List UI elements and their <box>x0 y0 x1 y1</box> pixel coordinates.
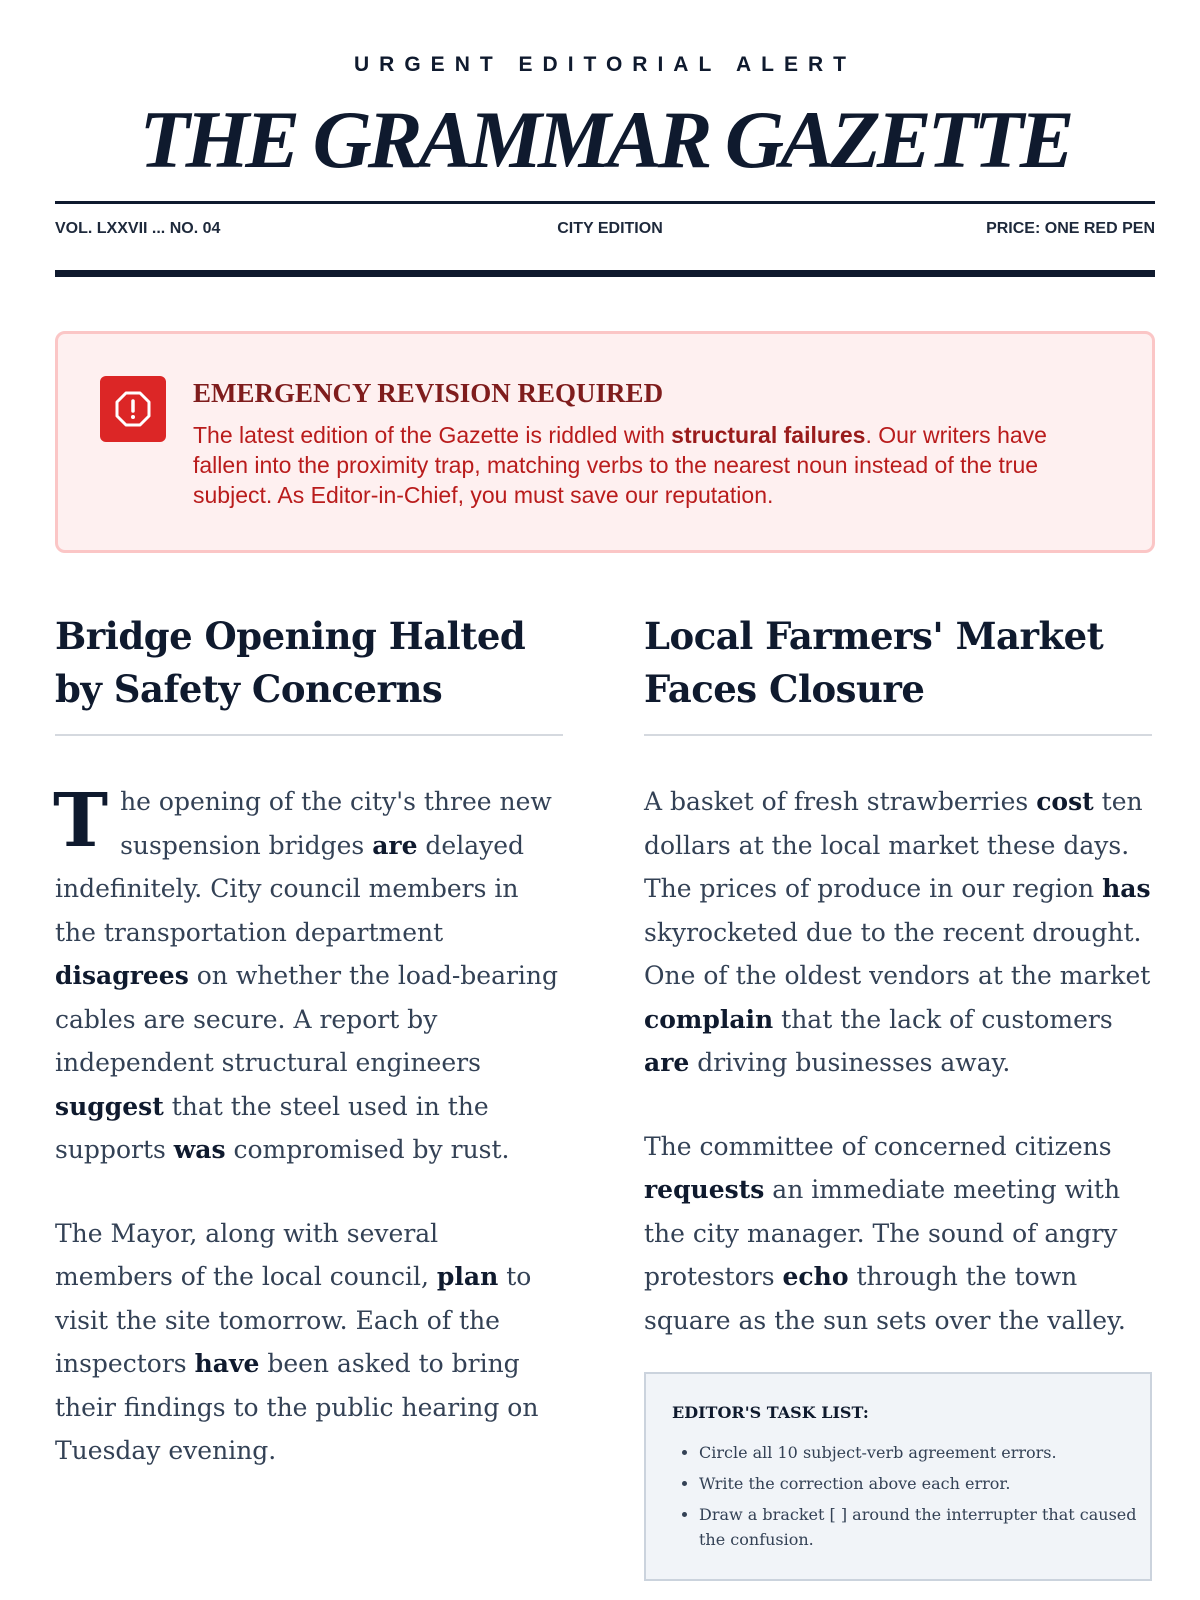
error-verb[interactable]: suggest <box>55 1091 164 1121</box>
error-verb[interactable]: was <box>173 1135 226 1164</box>
error-verb[interactable]: has <box>1102 874 1151 903</box>
article-paragraph: The committee of concerned citizens requests an immediate meeting with the city manager. The sound of angry protestors echo through the town square as the sun sets over the valley. <box>644 1131 1126 1335</box>
task-item: • Circle all 10 subject-verb agreement errors. <box>699 1440 1139 1465</box>
error-verb[interactable]: requests <box>644 1175 765 1204</box>
error-verb[interactable]: plan <box>436 1262 499 1291</box>
article-body <box>55 780 563 1473</box>
article-paragraph: The Mayor, along with several members of the local council, plan to visit the site tomorrow. Each of the inspectors have been asked to bring their findings to the public hearing on Tuesday evening. <box>55 1218 539 1465</box>
headline-divider <box>55 734 563 736</box>
task-item: • Write the correction above each error. <box>699 1471 1139 1496</box>
masthead-title: THE GRAMMAR GAZETTE <box>139 94 1071 185</box>
masthead-rule-top <box>55 201 1155 204</box>
alert-octagon-icon <box>100 376 166 442</box>
alert-message: The latest edition of the Gazette is riddled with structural failures. Our writers have fallen into the proximity trap, matching verbs to the nearest noun instead of the true subject. As Editor-in-Chief, you must save our reputation. <box>193 422 1047 508</box>
error-verb[interactable]: are <box>372 830 418 860</box>
error-verb[interactable]: complain <box>644 1004 774 1034</box>
emergency-alert-box <box>55 331 1155 553</box>
alert-title: EMERGENCY REVISION REQUIRED <box>193 378 664 408</box>
error-verb[interactable]: cost <box>1036 787 1094 816</box>
price-label: PRICE: ONE RED PEN <box>986 220 1155 237</box>
error-verb[interactable]: echo <box>782 1262 849 1291</box>
article-paragraph: A basket of fresh strawberries cost ten dollars at the local market these days. The prices of produce in our region has skyrocketed due to the recent drought. One of the oldest vendors at the market complain that the lack of customers are driving businesses away. <box>644 787 1151 1077</box>
bridge-article <box>55 610 563 1513</box>
drop-cap: T <box>53 778 109 864</box>
article-headline: Bridge Opening Halted by Safety Concerns <box>55 614 526 711</box>
editor-task-list <box>644 1372 1152 1581</box>
kicker-label: URGENT EDITORIAL ALERT <box>354 53 856 76</box>
market-article <box>644 610 1152 1382</box>
edition-bar <box>55 220 1155 242</box>
article-body <box>644 780 1152 1342</box>
article-paragraph: The opening of the city's three new suspension bridges are delayed indefinitely. City council members in the transportation department disagrees on whether the load-bearing cables are secure. A report by independent structural engineers suggest that the steel used in the supports was compromised by rust. <box>53 778 559 1164</box>
edition-name: CITY EDITION <box>557 220 663 237</box>
article-headline: Local Farmers' Market Faces Closure <box>644 614 1104 711</box>
task-list-title: EDITOR'S TASK LIST: <box>672 1403 869 1422</box>
headline-divider <box>644 734 1152 736</box>
task-item: • Draw a bracket [ ] around the interrupter that caused the confusion. <box>699 1502 1139 1552</box>
masthead-rule-bottom <box>55 270 1155 277</box>
volume-number: VOL. LXXVII ... NO. 04 <box>55 220 221 237</box>
error-verb[interactable]: have <box>194 1349 260 1378</box>
error-verb[interactable]: disagrees <box>55 961 189 990</box>
task-items <box>672 1440 1139 1558</box>
error-verb[interactable]: are <box>644 1048 690 1077</box>
